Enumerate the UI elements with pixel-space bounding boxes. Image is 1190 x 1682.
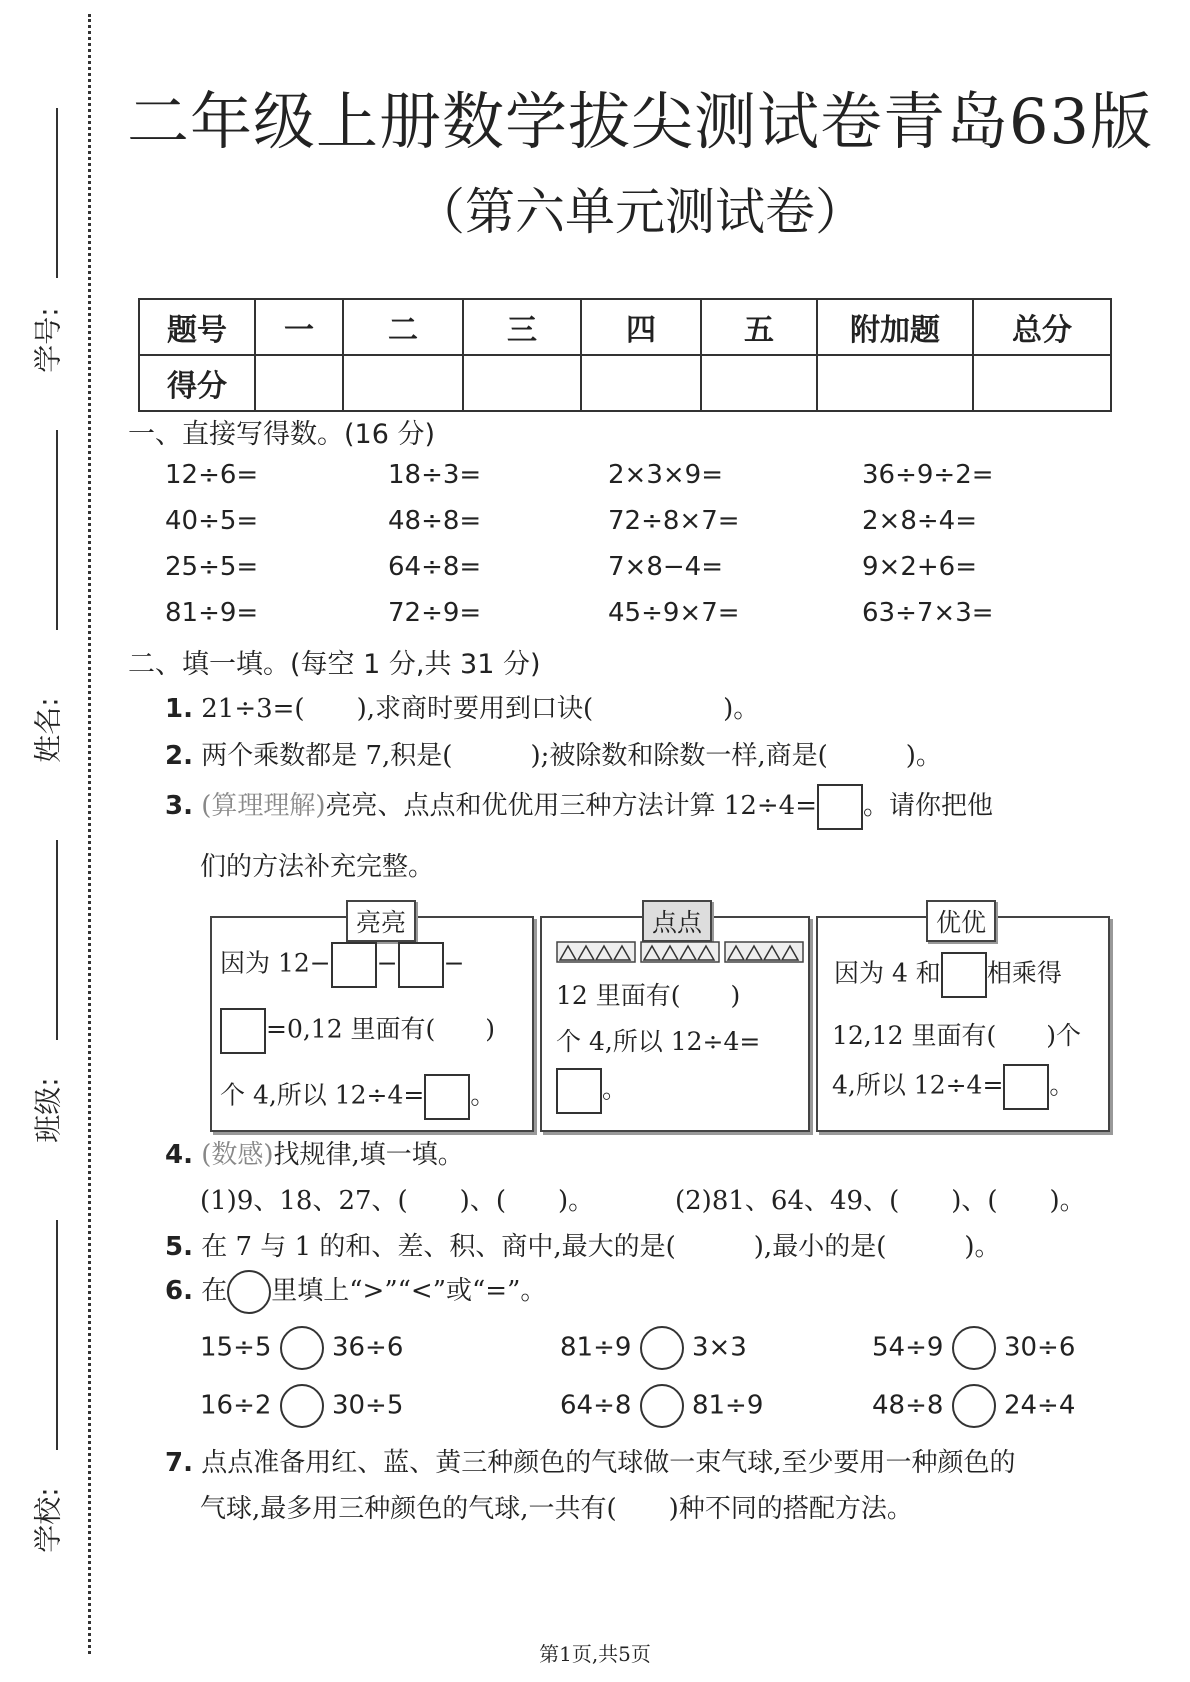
calc-item: 81÷9= xyxy=(165,598,259,628)
section1-heading: 一、直接写得数。(16 分) xyxy=(128,419,436,450)
compare-circle[interactable] xyxy=(280,1384,324,1428)
compare-circle[interactable] xyxy=(640,1384,684,1428)
score-header-cell: 一 xyxy=(255,299,343,355)
score-cell[interactable] xyxy=(973,355,1111,411)
xuehao-label: 学号: xyxy=(31,307,65,373)
compare-circle[interactable] xyxy=(952,1326,996,1370)
method-line xyxy=(220,1008,495,1054)
question-4-part2: (2)81、64、49、( )、( )。 xyxy=(675,1186,1086,1216)
score-row-label: 得分 xyxy=(139,355,255,411)
xingming-rule xyxy=(56,430,58,630)
page-title: 二年级上册数学拔尖测试卷青岛63版 xyxy=(127,85,1153,158)
score-header-cell: 题号 xyxy=(139,299,255,355)
question-1 xyxy=(165,688,759,725)
binding-line xyxy=(88,14,91,1654)
answer-box[interactable] xyxy=(817,784,863,830)
method-label: 点点 xyxy=(642,900,712,942)
method-text: 。 xyxy=(602,1074,628,1104)
method-label: 亮亮 xyxy=(346,900,416,942)
compare-item xyxy=(560,1384,763,1428)
banji-label: 班级: xyxy=(31,1077,65,1143)
calc-item: 2×8÷4= xyxy=(862,506,977,536)
score-cell[interactable] xyxy=(701,355,817,411)
question-tag: (数感) xyxy=(201,1140,274,1170)
compare-circle[interactable] xyxy=(640,1326,684,1370)
xingming-label: 姓名: xyxy=(31,697,65,763)
method-line: 个 4,所以 12÷4= xyxy=(556,1027,761,1056)
question-number: 7. xyxy=(165,1448,193,1478)
method-box-diandian xyxy=(540,908,810,1132)
triangle-dots-icon xyxy=(556,940,806,964)
page-subtitle: （第六单元测试卷） xyxy=(415,183,865,241)
question-number: 1. xyxy=(165,694,193,724)
question-number: 4. xyxy=(165,1140,193,1170)
question-text: 。请你把他 xyxy=(863,791,994,821)
question-6 xyxy=(165,1270,546,1314)
method-text: =0,12 里面有( ) xyxy=(266,1014,496,1044)
answer-box[interactable] xyxy=(556,1068,602,1114)
score-cell[interactable] xyxy=(581,355,701,411)
method-line xyxy=(220,1074,495,1120)
compare-left: 54÷9 xyxy=(872,1332,944,1363)
compare-right: 3×3 xyxy=(691,1332,747,1363)
score-header-cell: 五 xyxy=(701,299,817,355)
compare-left: 48÷8 xyxy=(872,1390,944,1421)
score-cell[interactable] xyxy=(343,355,463,411)
method-text: 4,所以 12÷4= xyxy=(832,1070,1004,1100)
calc-item: 40÷5= xyxy=(165,506,259,536)
question-text: 在 xyxy=(201,1276,228,1306)
calc-item: 7×8−4= xyxy=(608,552,723,582)
question-text: 点点准备用红、蓝、黄三种颜色的气球做一束气球,至少要用一种颜色的 xyxy=(201,1448,1016,1478)
method-text: 。 xyxy=(470,1080,496,1110)
compare-circle[interactable] xyxy=(280,1326,324,1370)
compare-right: 30÷6 xyxy=(1003,1332,1076,1363)
question-text: 里填上“>”“<”或“=”。 xyxy=(271,1276,547,1306)
method-box-liangliang xyxy=(210,908,534,1132)
question-4 xyxy=(165,1134,464,1171)
score-cell[interactable] xyxy=(817,355,973,411)
score-value-row xyxy=(139,355,1111,411)
calc-item: 25÷5= xyxy=(165,552,259,582)
score-cell[interactable] xyxy=(463,355,581,411)
answer-box[interactable] xyxy=(424,1074,470,1120)
compare-right: 36÷6 xyxy=(331,1332,404,1363)
compare-item xyxy=(872,1384,1075,1428)
question-5 xyxy=(165,1226,1000,1263)
page-footer: 第1页,共5页 xyxy=(539,1642,651,1666)
method-line: 12 里面有( ) xyxy=(556,981,741,1010)
method-box-youyou xyxy=(816,908,1110,1132)
compare-left: 15÷5 xyxy=(200,1332,272,1363)
question-tag: (算理理解) xyxy=(201,791,326,821)
compare-circle[interactable] xyxy=(952,1384,996,1428)
method-text: − xyxy=(376,948,398,978)
xuexiao-label: 学校: xyxy=(31,1487,65,1553)
question-number: 5. xyxy=(165,1232,193,1262)
question-2 xyxy=(165,735,942,772)
method-text: 。 xyxy=(1049,1070,1075,1100)
compare-right: 81÷9 xyxy=(691,1390,764,1421)
compare-item xyxy=(872,1326,1075,1370)
xuehao-rule xyxy=(56,108,58,278)
question-number: 3. xyxy=(165,791,193,821)
question-3 xyxy=(165,784,993,830)
method-text: 因为 4 和 xyxy=(834,958,941,988)
score-header-cell: 附加题 xyxy=(817,299,973,355)
question-4-part1: (1)9、18、27、( )、( )。 xyxy=(200,1186,595,1216)
score-header-cell: 二 xyxy=(343,299,463,355)
question-7-cont: 气球,最多用三种颜色的气球,一共有( )种不同的搭配方法。 xyxy=(200,1494,913,1524)
section2-heading: 二、填一填。(每空 1 分,共 31 分) xyxy=(128,649,541,680)
question-7 xyxy=(165,1442,1016,1479)
compare-right: 30÷5 xyxy=(331,1390,404,1421)
method-text: 个 4,所以 12÷4= xyxy=(220,1080,425,1110)
question-text: 21÷3=( ),求商时要用到口诀( )。 xyxy=(201,694,760,724)
answer-box[interactable] xyxy=(220,1008,266,1054)
method-line xyxy=(556,1068,627,1114)
score-cell[interactable] xyxy=(255,355,343,411)
answer-box[interactable] xyxy=(1003,1064,1049,1110)
compare-left: 64÷8 xyxy=(560,1390,632,1421)
calc-item: 72÷8×7= xyxy=(608,506,740,536)
score-table xyxy=(138,298,1112,412)
calc-item: 9×2+6= xyxy=(862,552,977,582)
compare-circle xyxy=(227,1270,271,1314)
method-line xyxy=(834,952,1062,998)
method-label: 优优 xyxy=(926,900,996,942)
score-header-row xyxy=(139,299,1111,355)
answer-box[interactable] xyxy=(941,952,987,998)
compare-left: 81÷9 xyxy=(560,1332,632,1363)
compare-left: 16÷2 xyxy=(200,1390,272,1421)
question-text: 亮亮、点点和优优用三种方法计算 12÷4= xyxy=(325,791,817,821)
calc-item: 2×3×9= xyxy=(608,460,723,490)
question-text: 在 7 与 1 的和、差、积、商中,最大的是( ),最小的是( )。 xyxy=(201,1232,1001,1262)
method-text: 相乘得 xyxy=(986,958,1062,988)
method-line xyxy=(220,942,465,988)
method-line xyxy=(832,1064,1074,1110)
score-header-cell: 总分 xyxy=(973,299,1111,355)
question-text: 找规律,填一填。 xyxy=(273,1140,464,1170)
xuexiao-rule xyxy=(56,1220,58,1450)
compare-item xyxy=(560,1326,747,1370)
question-3-cont: 们的方法补充完整。 xyxy=(200,852,435,882)
banji-rule xyxy=(56,840,58,1040)
method-line: 12,12 里面有( )个 xyxy=(832,1021,1082,1050)
score-header-cell: 四 xyxy=(581,299,701,355)
question-number: 6. xyxy=(165,1276,193,1306)
method-text: 因为 12− xyxy=(220,948,331,978)
calc-item: 45÷9×7= xyxy=(608,598,740,628)
calc-item: 36÷9÷2= xyxy=(862,460,994,490)
method-text: − xyxy=(443,948,465,978)
compare-item xyxy=(200,1384,403,1428)
calc-item: 72÷9= xyxy=(388,598,482,628)
question-text: 两个乘数都是 7,积是( );被除数和除数一样,商是( )。 xyxy=(201,741,942,771)
compare-right: 24÷4 xyxy=(1003,1390,1076,1421)
score-header-cell: 三 xyxy=(463,299,581,355)
answer-box[interactable] xyxy=(398,942,444,988)
question-number: 2. xyxy=(165,741,193,771)
answer-box[interactable] xyxy=(331,942,377,988)
calc-item: 48÷8= xyxy=(388,506,482,536)
calc-item: 63÷7×3= xyxy=(862,598,994,628)
calc-item: 64÷8= xyxy=(388,552,482,582)
calc-item: 18÷3= xyxy=(388,460,482,490)
compare-item xyxy=(200,1326,403,1370)
calc-item: 12÷6= xyxy=(165,460,259,490)
